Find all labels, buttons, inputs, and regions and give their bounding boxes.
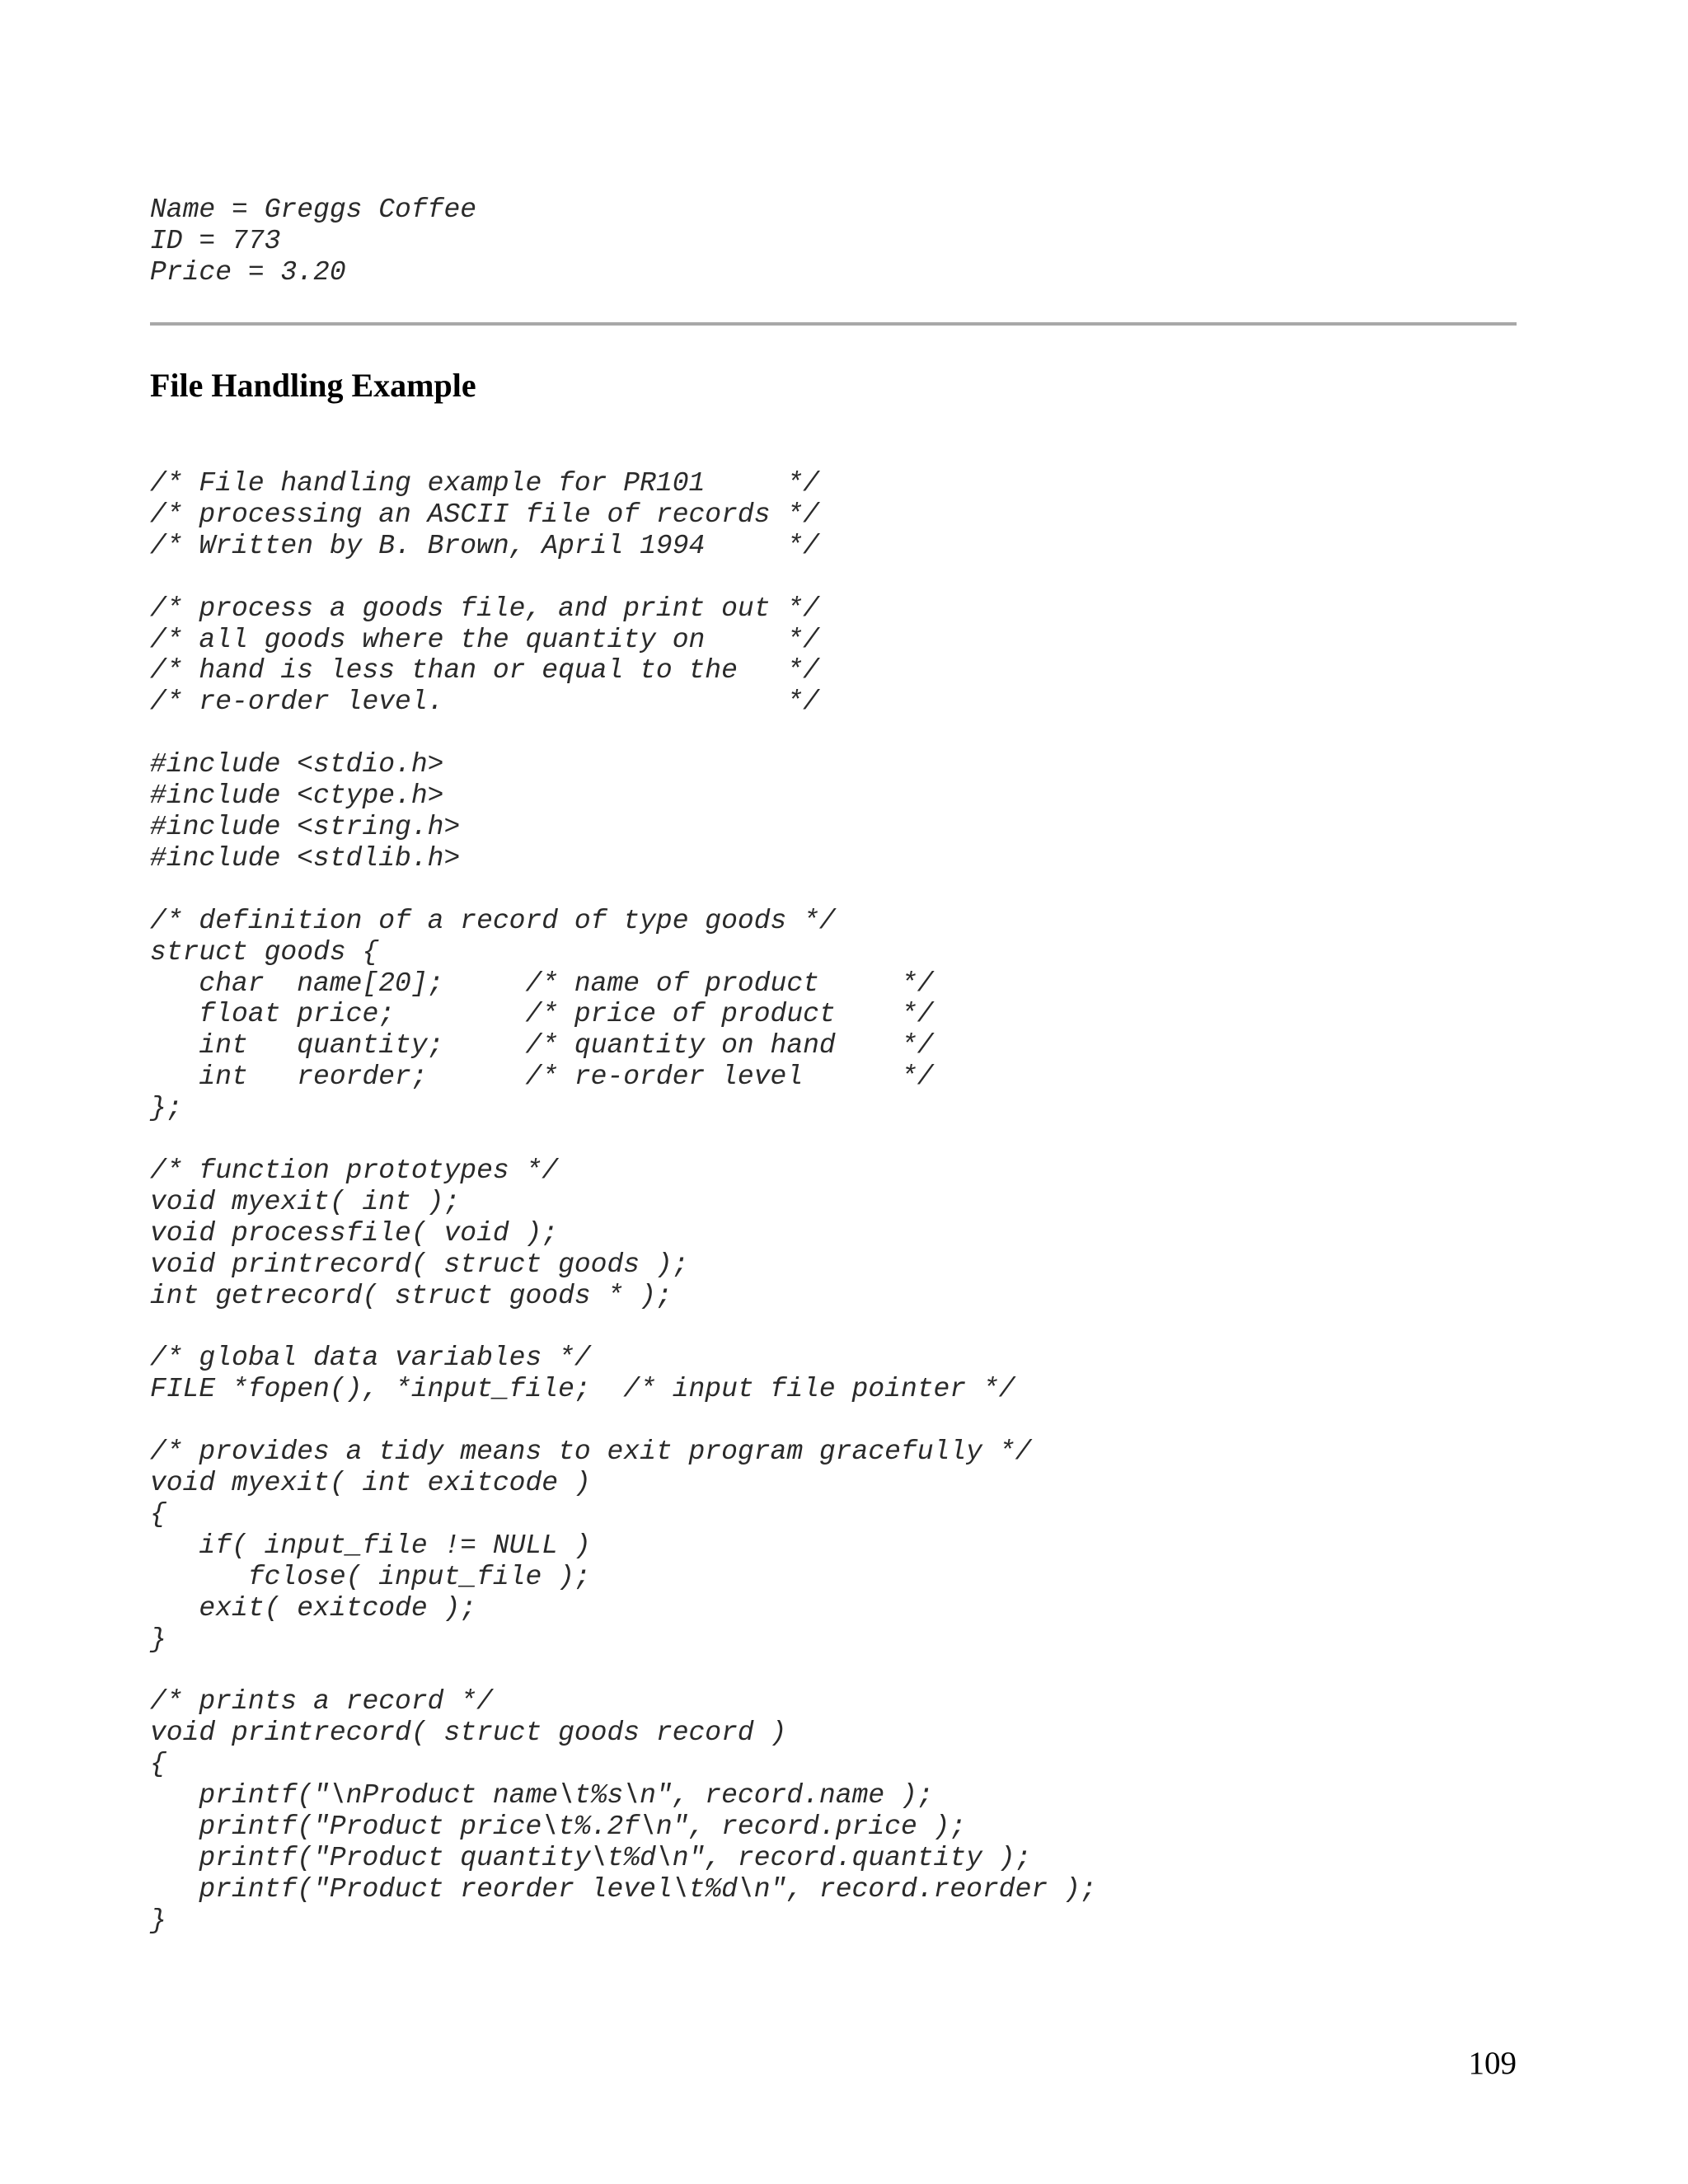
code-line: #include <ctype.h>: [150, 780, 444, 812]
code-line: printf("Product reorder level\t%d\n", record.reorder );: [150, 1873, 1097, 1905]
code-line: int getrecord( struct goods * );: [150, 1280, 673, 1311]
code-line: /* processing an ASCII file of records */: [150, 499, 819, 530]
code-line: float price; /* price of product */: [150, 999, 934, 1030]
code-line: /* process a goods file, and print out */: [150, 593, 819, 624]
code-line: printf("Product quantity\t%d\n", record.quantity );: [150, 1842, 1032, 1873]
output-line: Name = Greggs Coffee: [150, 194, 477, 225]
code-line: char name[20]; /* name of product */: [150, 968, 934, 999]
code-line: /* all goods where the quantity on */: [150, 624, 819, 655]
code-line: {: [150, 1749, 166, 1780]
code-line: void processfile( void );: [150, 1217, 559, 1249]
code-line: int reorder; /* re-order level */: [150, 1062, 934, 1093]
code-line: /* Written by B. Brown, April 1994 */: [150, 530, 819, 561]
code-line: /* global data variables */: [150, 1343, 591, 1374]
code-line: /* prints a record */: [150, 1686, 493, 1718]
code-line: #include <stdio.h>: [150, 749, 444, 780]
code-line: {: [150, 1498, 166, 1530]
code-line: /* function prototypes */: [150, 1155, 559, 1186]
code-line: void printrecord( struct goods record ): [150, 1718, 787, 1749]
code-line: struct goods {: [150, 936, 379, 968]
code-line: int quantity; /* quantity on hand */: [150, 1030, 934, 1062]
code-line: printf("Product price\t%.2f\n", record.price );: [150, 1811, 967, 1842]
code-line: }: [150, 1624, 166, 1655]
code-line: void myexit( int exitcode ): [150, 1468, 591, 1498]
code-line: exit( exitcode );: [150, 1592, 477, 1624]
code-line: /* definition of a record of type goods */: [150, 905, 836, 936]
code-line: fclose( input_file );: [150, 1561, 591, 1592]
code-line: /* hand is less than or equal to the */: [150, 655, 819, 687]
horizontal-rule: [150, 322, 1517, 326]
page-number: 109: [1468, 2046, 1517, 2081]
program-output: [150, 194, 476, 288]
code-line: void myexit( int );: [150, 1186, 461, 1217]
code-line: #include <string.h>: [150, 811, 461, 842]
code-line: };: [150, 1093, 183, 1124]
code-line: /* re-order level. */: [150, 687, 819, 718]
code-line: printf("\nProduct name\t%s\n", record.name );: [150, 1780, 934, 1811]
code-line: /* provides a tidy means to exit program gracefully */: [150, 1436, 1032, 1468]
code-line: void printrecord( struct goods );: [150, 1249, 689, 1280]
code-line: /* File handling example for PR101 */: [150, 468, 819, 499]
code-line: #include <stdlib.h>: [150, 842, 461, 874]
output-line: ID = 773: [150, 225, 281, 256]
output-line: Price = 3.20: [150, 256, 346, 288]
code-line: FILE *fopen(), *input_file; /* input file pointer */: [150, 1374, 1015, 1405]
section-heading: File Handling Example: [150, 367, 476, 404]
code-listing: [150, 468, 1097, 1937]
code-line: if( input_file != NULL ): [150, 1530, 591, 1561]
code-line: }: [150, 1905, 166, 1936]
